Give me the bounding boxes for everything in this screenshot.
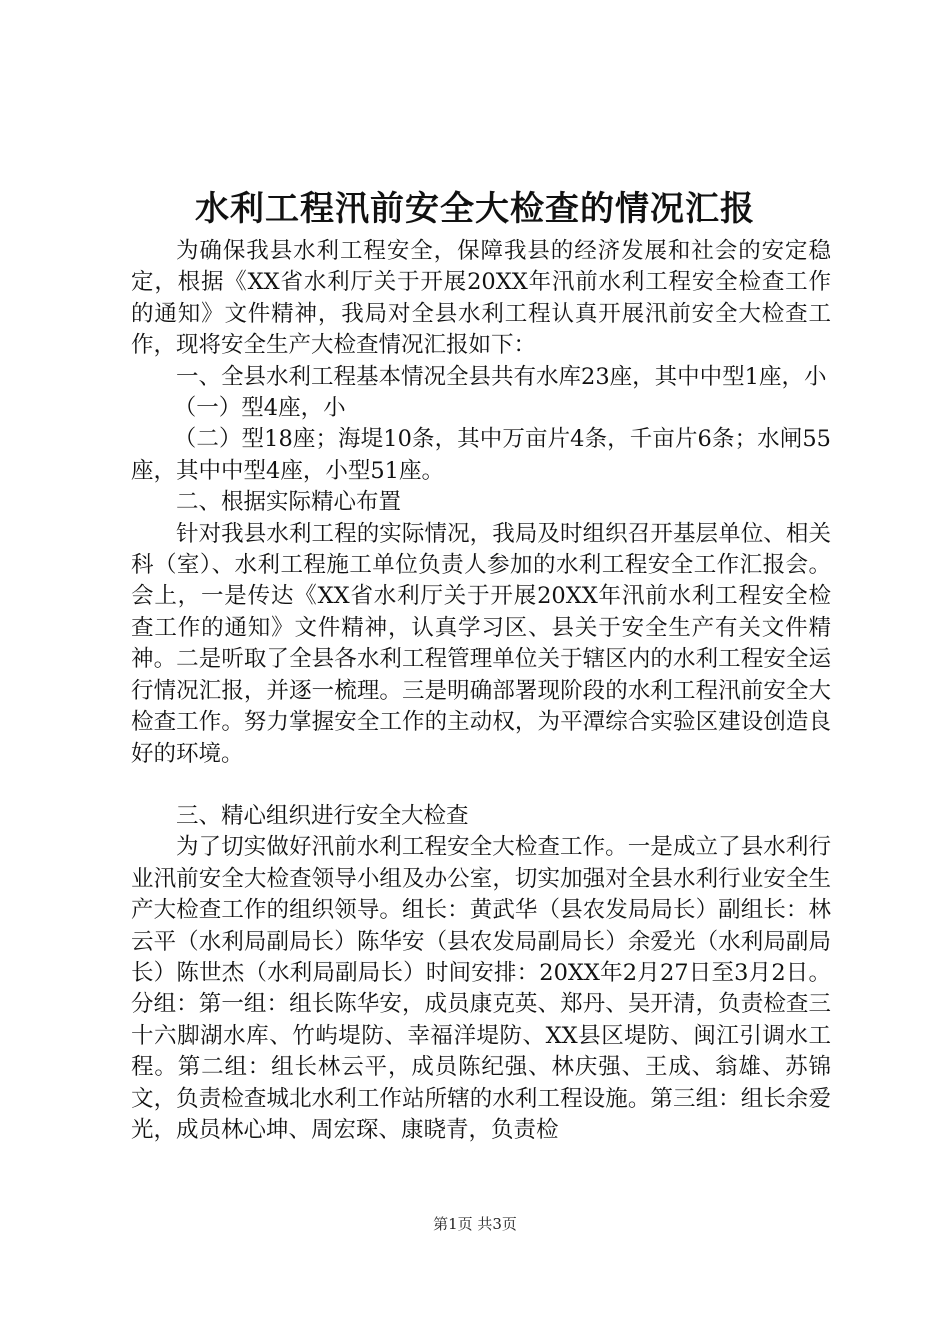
heading-section-two: 二、根据实际精心布置 [176,489,402,516]
paragraph-subitem-two: （二）型18座；海堤10条，其中万亩片4条，千亩片6条；水闸55座，其中中型4座，小型51座。 [131,426,831,484]
document-title: 水利工程汛前安全大检查的情况汇报 [195,189,755,229]
paragraph-subitem-one: （一）型4座，小 [173,395,346,422]
page-number-footer: 第1页 共3页 [433,1215,517,1233]
paragraph-section-two-body: 针对我县水利工程的实际情况，我局及时组织召开基层单位、相关科（室）、水利工程施工单位负责人参加的水利工程安全工作汇报会。会上，一是传达《XX省水利厅关于开展20XX年汛前水利工程安全检查工作的通知》文件精神，认真学习区、县关于安全生产有关文件精神。二是听取了全县各水利工程管理单位关于辖区内的水利工程安全运行情况汇报，并逐一梳理。三是明确部署现阶段的水利工程汛前安全大检查工作。努力掌握安全工作的主动权，为平潭综合实验区建设创造良好的环境。 [131,520,831,767]
paragraph-intro: 为确保我县水利工程安全，保障我县的经济发展和社会的安定稳定，根据《XX省水利厅关于开展20XX年汛前水利工程安全检查工作的通知》文件精神，我局对全县水利工程认真开展汛前安全大检查工作，现将安全生产大检查情况汇报如下： [131,238,831,359]
heading-section-three: 三、精心组织进行安全大检查 [176,802,469,829]
document-body [131,236,831,1146]
paragraph-section-three-body: 为了切实做好汛前水利工程安全大检查工作。一是成立了县水利行业汛前安全大检查领导小组及办公室，切实加强对全县水利行业安全生产大检查工作的组织领导。组长：黄武华（县农发局局长）副组长：林云平（水利局副局长）陈华安（县农发局副局长）余爱光（水利局副局长）陈世杰（水利局副局长）时间安排：20XX年2月27日至3月2日。分组：第一组：组长陈华安，成员康克英、郑丹、吴开清，负责检查三十六脚湖水库、竹屿堤防、幸福洋堤防、XX县区堤防、闽江引调水工程。第二组：组长林云平，成员陈纪强、林庆强、王成、翁雄、苏锦文，负责检查城北水利工作站所辖的水利工程设施。第三组：组长余爱光，成员林心坤、周宏琛、康晓青，负责检 [131,834,831,1143]
paragraph-spacer [131,770,831,801]
heading-section-one: 一、全县水利工程基本情况全县共有水库23座，其中中型1座，小 [176,363,827,390]
